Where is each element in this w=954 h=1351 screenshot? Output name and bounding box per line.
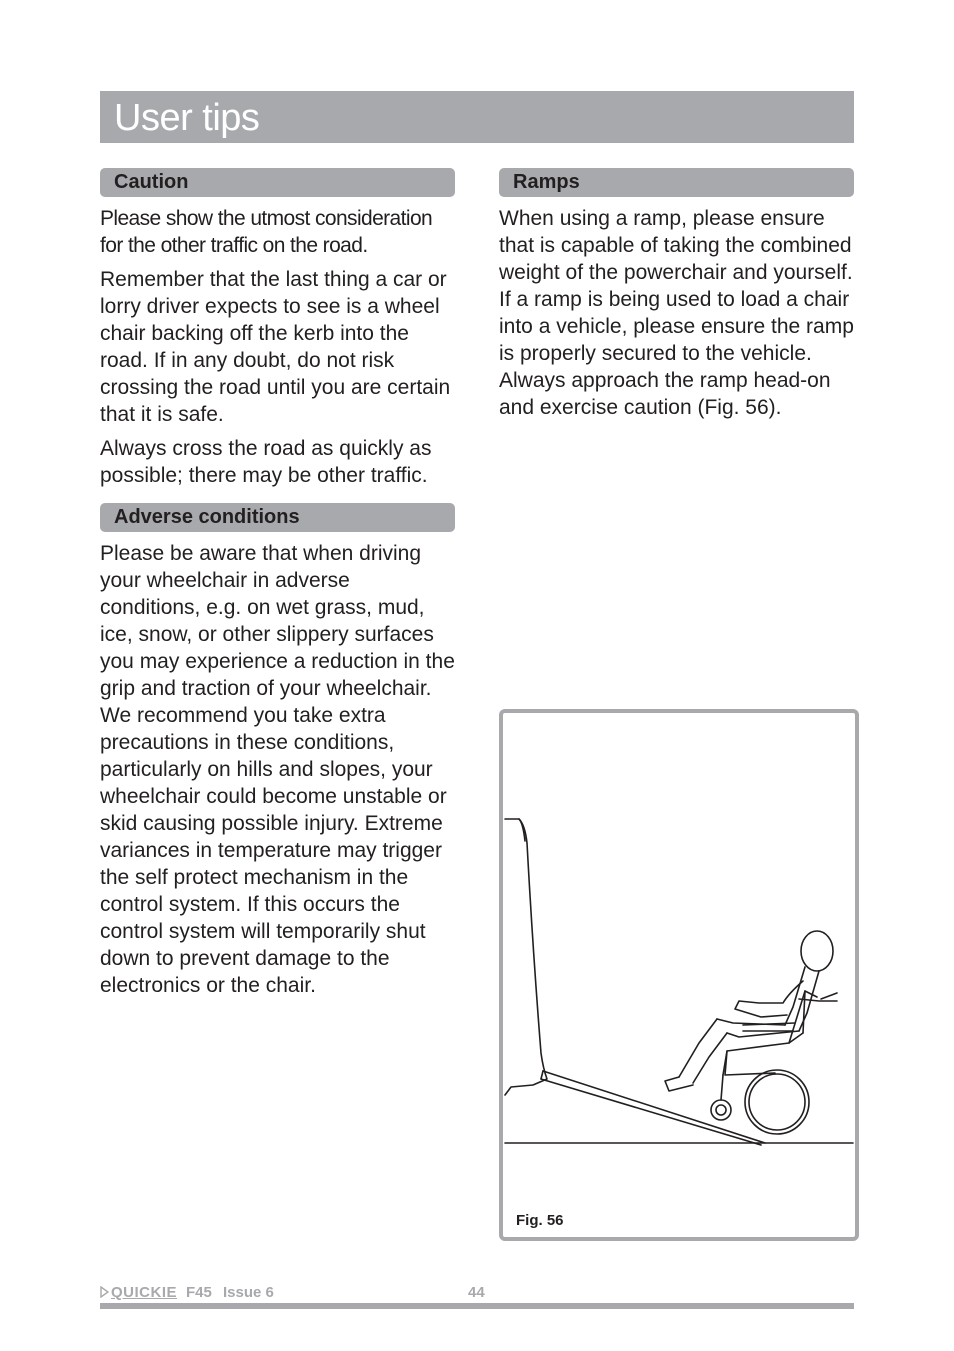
adverse-heading-bar bbox=[100, 503, 455, 532]
caution-paragraph-1: Please show the utmost consideration for the other traffic on the road. bbox=[100, 207, 433, 257]
footer-issue: Issue 6 bbox=[223, 1284, 274, 1301]
wheelchair-on-ramp-illustration bbox=[503, 713, 855, 1237]
caution-heading: Caution bbox=[114, 171, 189, 193]
footer bbox=[100, 1284, 854, 1304]
quickie-logo-triangle-icon bbox=[100, 1286, 109, 1298]
footer-brand: QUICKIE bbox=[111, 1284, 178, 1301]
footer-rule bbox=[100, 1303, 854, 1309]
caution-paragraph-2: Remember that the last thing a car or lorry driver expects to see is a wheel chair backing off the kerb into the road. If in any doubt, do not risk crossing the road until you are certain that it is safe. bbox=[100, 268, 451, 426]
page-number: 44 bbox=[468, 1284, 485, 1301]
title-bar bbox=[100, 91, 854, 143]
ramps-heading: Ramps bbox=[513, 171, 580, 193]
ramps-heading-bar bbox=[499, 168, 854, 197]
adverse-heading: Adverse conditions bbox=[114, 506, 300, 528]
ramps-paragraph: When using a ramp, please ensure that is capable of taking the combined weight of the powerchair and yourself. If a ramp is being used to load a chair into a vehicle, please ensure the ramp is properly secured to the vehicle. Always approach the ramp head-on and exercise caution (Fig. 56). bbox=[499, 207, 854, 419]
page-title: User tips bbox=[114, 97, 260, 139]
right-column bbox=[499, 168, 854, 428]
figure-label: Fig. 56 bbox=[516, 1212, 564, 1229]
figure-box bbox=[499, 709, 859, 1241]
left-column bbox=[100, 168, 455, 1006]
footer-model: F45 bbox=[186, 1284, 212, 1301]
adverse-paragraph: Please be aware that when driving your wheelchair in adverse conditions, e.g. on wet grass, mud, ice, snow, or other slippery surfaces you may experience a reduction in the grip and traction of your wheelchair. We recommend you take extra precautions in these conditions, particularly on hills and slopes, your wheelchair could become unstable or skid causing possible injury. Extreme variances in temperature may trigger the self protect mechanism in the control system. If this occurs the control system will temporarily shut down to prevent damage to the electronics or the chair. bbox=[100, 542, 455, 997]
caution-heading-bar bbox=[100, 168, 455, 197]
caution-paragraph-3: Always cross the road as quickly as possible; there may be other traffic. bbox=[100, 437, 432, 487]
